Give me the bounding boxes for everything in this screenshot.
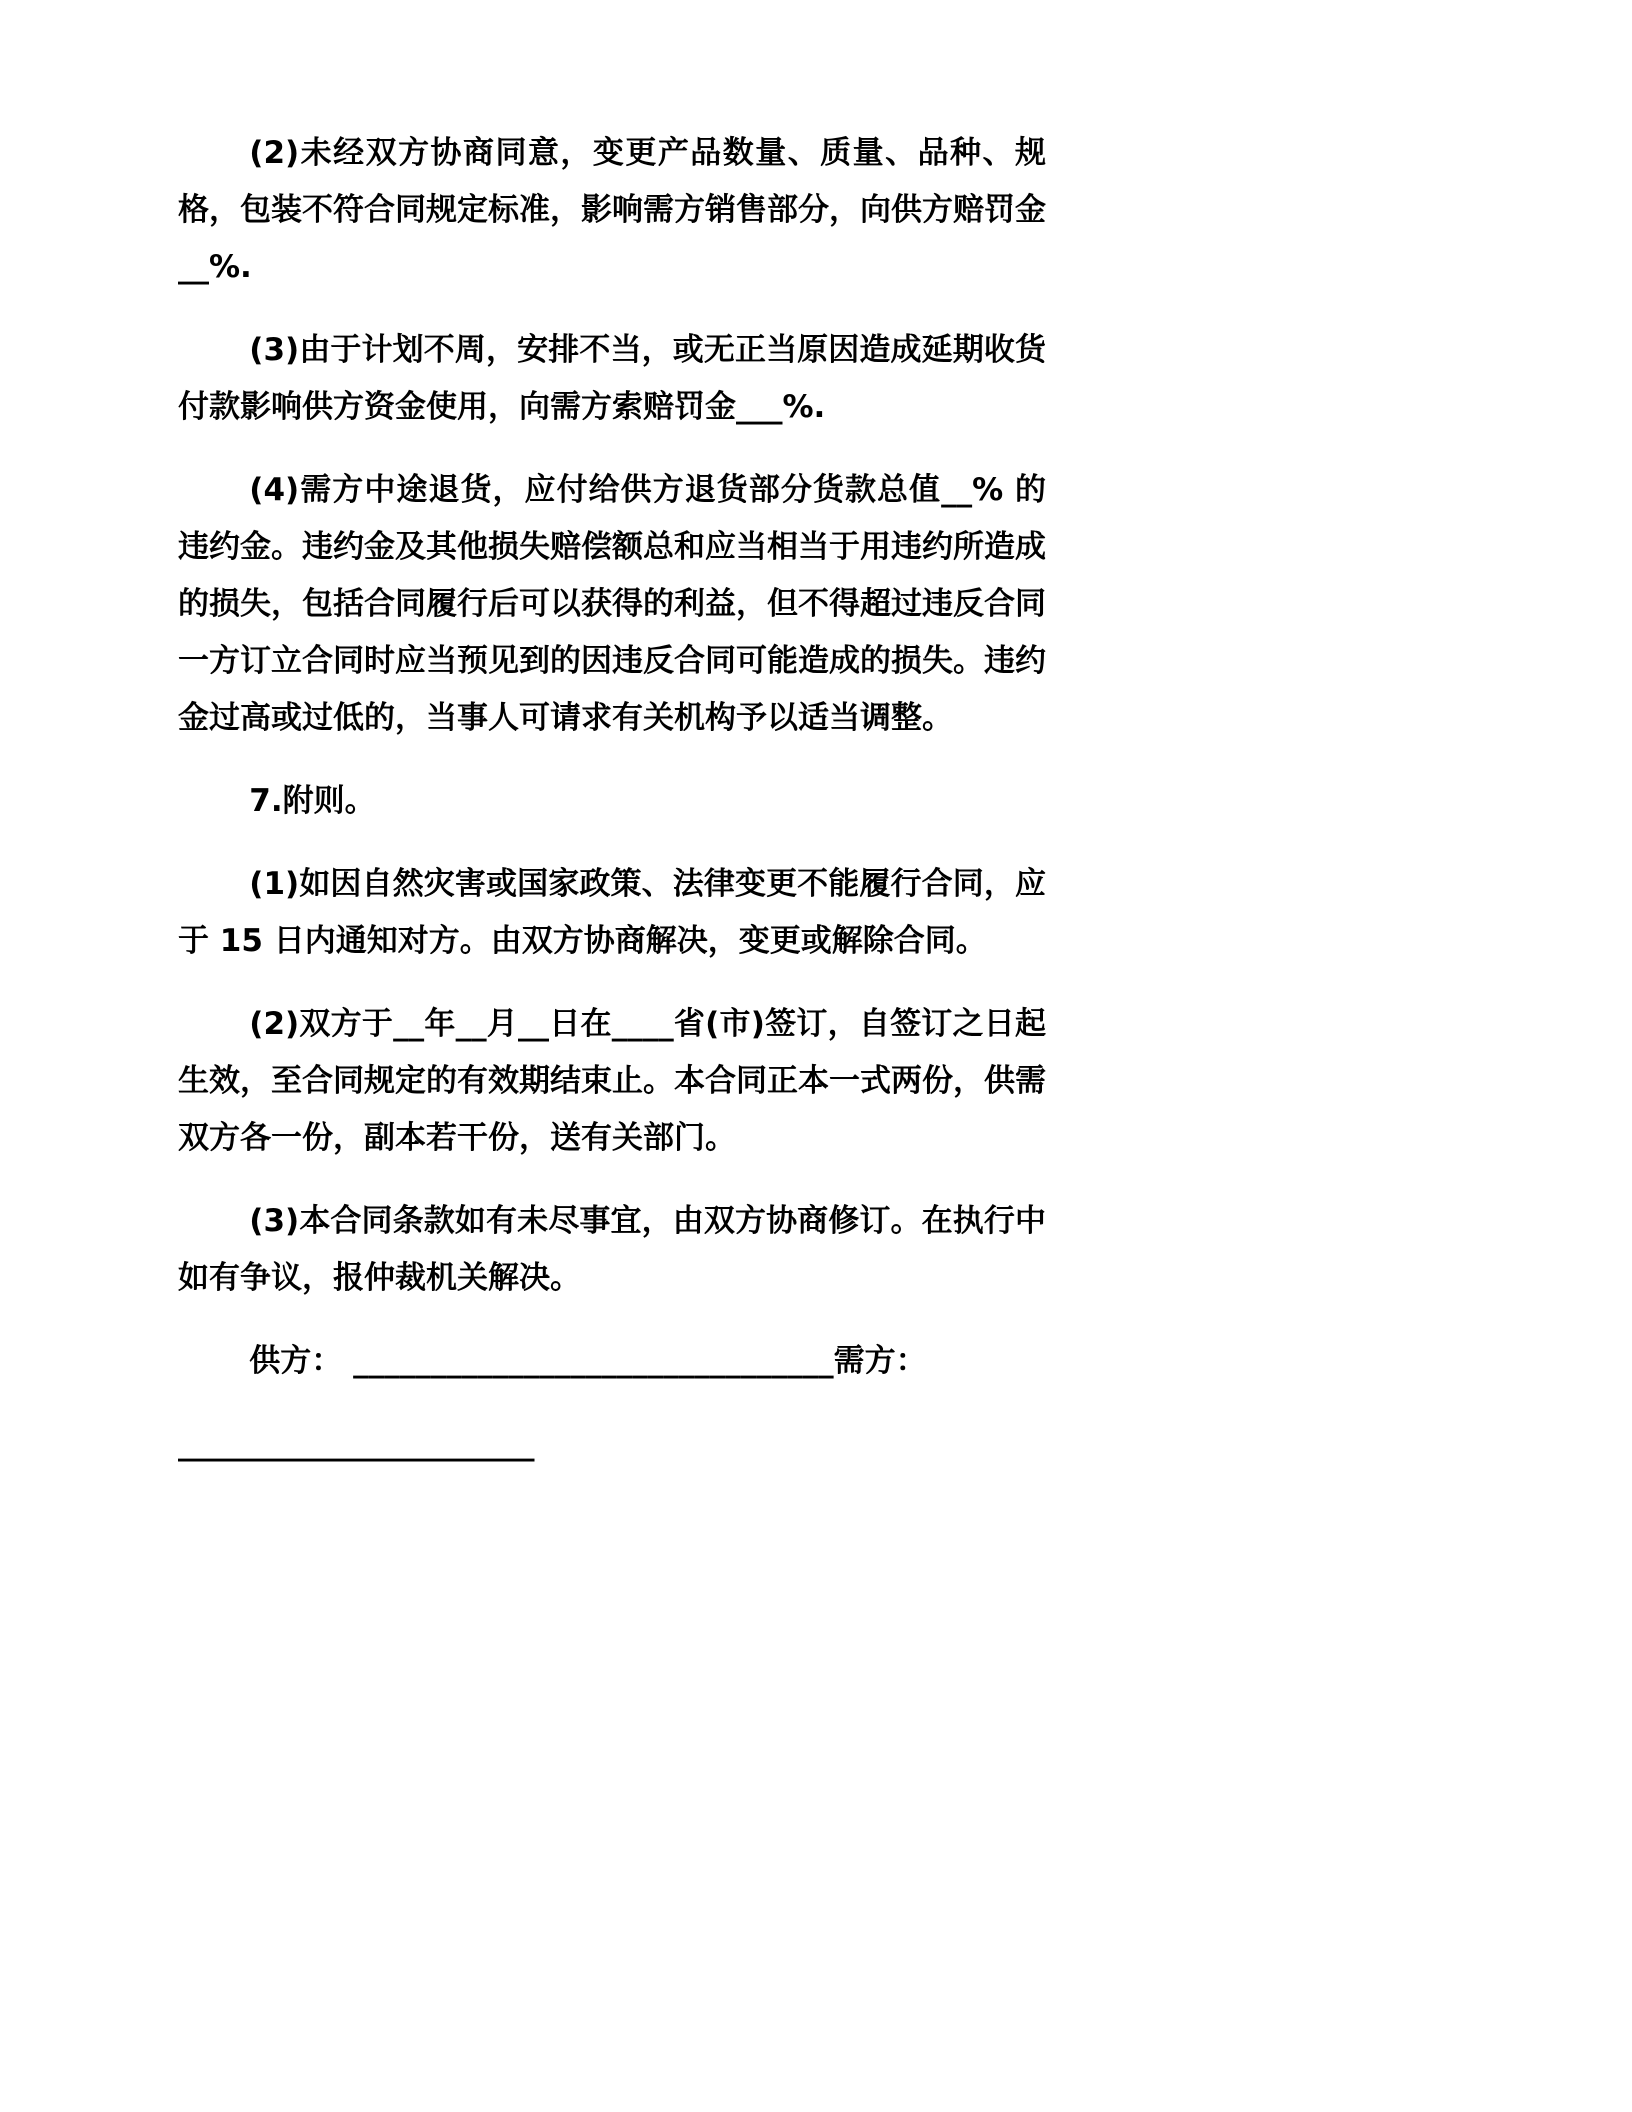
- signature-blank-line: _______________________: [178, 1426, 535, 1462]
- contract-clause-7-2: (2)双方于__年__月__日在____省(市)签订，自签订之日起生效，至合同规定的有效期结束止。本合同正本一式两份，供需双方各一份，副本若干份，送有关部门。: [178, 1006, 1046, 1156]
- contract-clause-6-2: (2)未经双方协商同意，变更产品数量、质量、品种、规格，包装不符合同规定标准，影响需方销售部分，向供方赔罚金__%.: [178, 135, 1046, 285]
- contract-clause-7-1: (1)如因自然灾害或国家政策、法律变更不能履行合同，应于 15 日内通知对方。由双方协商解决，变更或解除合同。: [178, 866, 1046, 959]
- contract-clause-6-4: (4)需方中途退货，应付给供方退货部分货款总值__% 的违约金。违约金及其他损失赔偿额总和应当相当于用违约所造成的损失，包括合同履行后可以获得的利益，但不得超过违反合同一方订立合同时应当预见到的因违反合同可能造成的损失。违约金过高或过低的，当事人可请求有关机构予以适当调整。: [178, 472, 1046, 736]
- contract-text-body: [178, 125, 1046, 1499]
- contract-clause-6-3: (3)由于计划不周，安排不当，或无正当原因造成延期收货付款影响供方资金使用，向需方索赔罚金___%.: [178, 332, 1046, 425]
- contract-clause-7-3: (3)本合同条款如有未尽事宜，由双方协商修订。在执行中如有争议，报仲裁机关解决。: [178, 1203, 1046, 1296]
- contract-section-7-heading: 7.附则。: [249, 783, 376, 819]
- signature-supplier-demander-line: 供方： _______________________________需方：: [249, 1343, 927, 1379]
